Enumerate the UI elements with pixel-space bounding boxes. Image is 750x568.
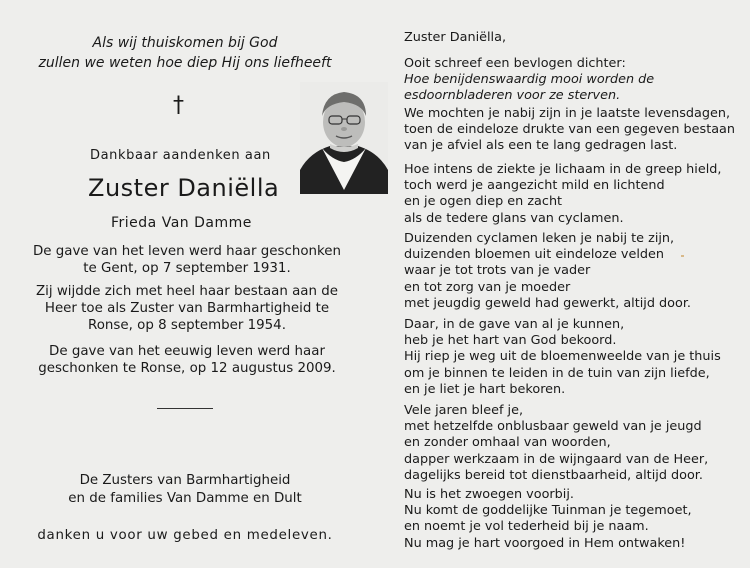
portrait-photo	[300, 82, 388, 194]
poem-line: Daar, in de gave van al je kunnen,	[404, 317, 625, 332]
birth-paragraph	[22, 243, 352, 277]
deceased-name: Zuster Daniëlla	[88, 174, 280, 202]
civil-name: Frieda Van Damme	[111, 215, 252, 231]
poem-line: Nu mag je hart voorgoed in Hem ontwaken!	[404, 535, 686, 551]
poem-line: Hij riep je weg uit de bloemenweelde van je thuis	[404, 349, 721, 365]
poem-line: Ooit schreef een bevlogen dichter:	[404, 56, 626, 71]
left-panel	[0, 0, 370, 568]
poem-line: en noemt je vol tederheid bij je naam.	[404, 519, 649, 535]
paragraph-line: geschonken te Ronse, op 12 augustus 2009.	[38, 361, 336, 376]
poem-line: Hoe benijdenswaardig mooi worden de	[404, 72, 655, 88]
poem-line: toch werd je aangezicht mild en lichtend	[404, 178, 665, 194]
paragraph-line: De gave van het leven werd haar geschonken	[32, 244, 342, 259]
paragraph-line: Ronse, op 8 september 1954.	[88, 318, 286, 333]
motto-line: zullen we weten hoe diep Hij ons liefheeft	[38, 55, 332, 71]
motto-line: Als wij thuiskomen bij God	[92, 35, 278, 51]
poem-line: esdoornbladeren voor ze sterven.	[404, 88, 621, 104]
poem-line: om je binnen te leiden in de tuin van zijn liefde,	[404, 365, 710, 381]
signatory-line: De Zusters van Barmhartigheid	[79, 473, 291, 488]
signatory-line: en de families Van Damme en Dult	[68, 491, 302, 506]
cross-icon: †	[173, 93, 184, 118]
poem-line: met hetzelfde onblusbaar geweld van je jeugd	[404, 419, 702, 435]
signatories	[30, 472, 340, 508]
poem-line: waar je tot trots van je vader	[404, 263, 591, 279]
death-paragraph	[22, 343, 352, 377]
paragraph-line: te Gent, op 7 september 1931.	[83, 261, 291, 276]
poem-line: toen de eindeloze drukte van een gegeven bestaan	[404, 122, 736, 138]
poem-line: als de tedere glans van cyclamen.	[404, 210, 624, 226]
poem	[404, 0, 744, 568]
thanks-line: Dankbaar aandenken aan	[90, 148, 271, 163]
poem-line: Nu komt de goddelijke Tuinman je tegemoet,	[404, 503, 692, 519]
paragraph-line: Zij wijdde zich met heel haar bestaan aan de	[35, 284, 338, 299]
poem-line: We mochten je nabij zijn in je laatste levensdagen,	[404, 106, 731, 121]
poem-line: Duizenden cyclamen leken je nabij te zijn,	[404, 231, 675, 246]
poem-line: heb je het hart van God bekoord.	[404, 333, 617, 349]
poem-line: Nu is het zwoegen voorbij.	[404, 487, 574, 502]
poem-line: dagelijks bereid tot dienstbaarheid, altijd door.	[404, 467, 703, 483]
poem-salutation: Zuster Daniëlla,	[404, 30, 507, 45]
closing-line: danken u voor uw gebed en medeleven.	[37, 528, 333, 543]
poem-line: van je afviel als een te lang gedragen last.	[404, 138, 678, 154]
poem-line: en je ogen diep en zacht	[404, 194, 563, 210]
poem-line: duizenden bloemen uit eindeloze velden	[404, 247, 664, 263]
poem-line: dapper werkzaam in de wijngaard van de Heer,	[404, 451, 709, 467]
poem-line: en zonder omhaal van woorden,	[404, 435, 611, 451]
poem-line: met jeugdig geweld had gewerkt, altijd door.	[404, 295, 691, 311]
vows-paragraph	[22, 283, 352, 334]
divider	[157, 408, 213, 409]
motto	[30, 33, 340, 73]
paragraph-line: Heer toe als Zuster van Barmhartigheid te	[44, 301, 330, 316]
poem-line: en je liet je hart bekoren.	[404, 381, 566, 397]
poem-line: Vele jaren bleef je,	[404, 403, 524, 418]
paragraph-line: De gave van het eeuwig leven werd haar	[49, 344, 325, 359]
poem-line: en tot zorg van je moeder	[404, 279, 571, 295]
speck-mark	[681, 255, 684, 257]
poem-line: Hoe intens de ziekte je lichaam in de greep hield,	[404, 162, 722, 177]
